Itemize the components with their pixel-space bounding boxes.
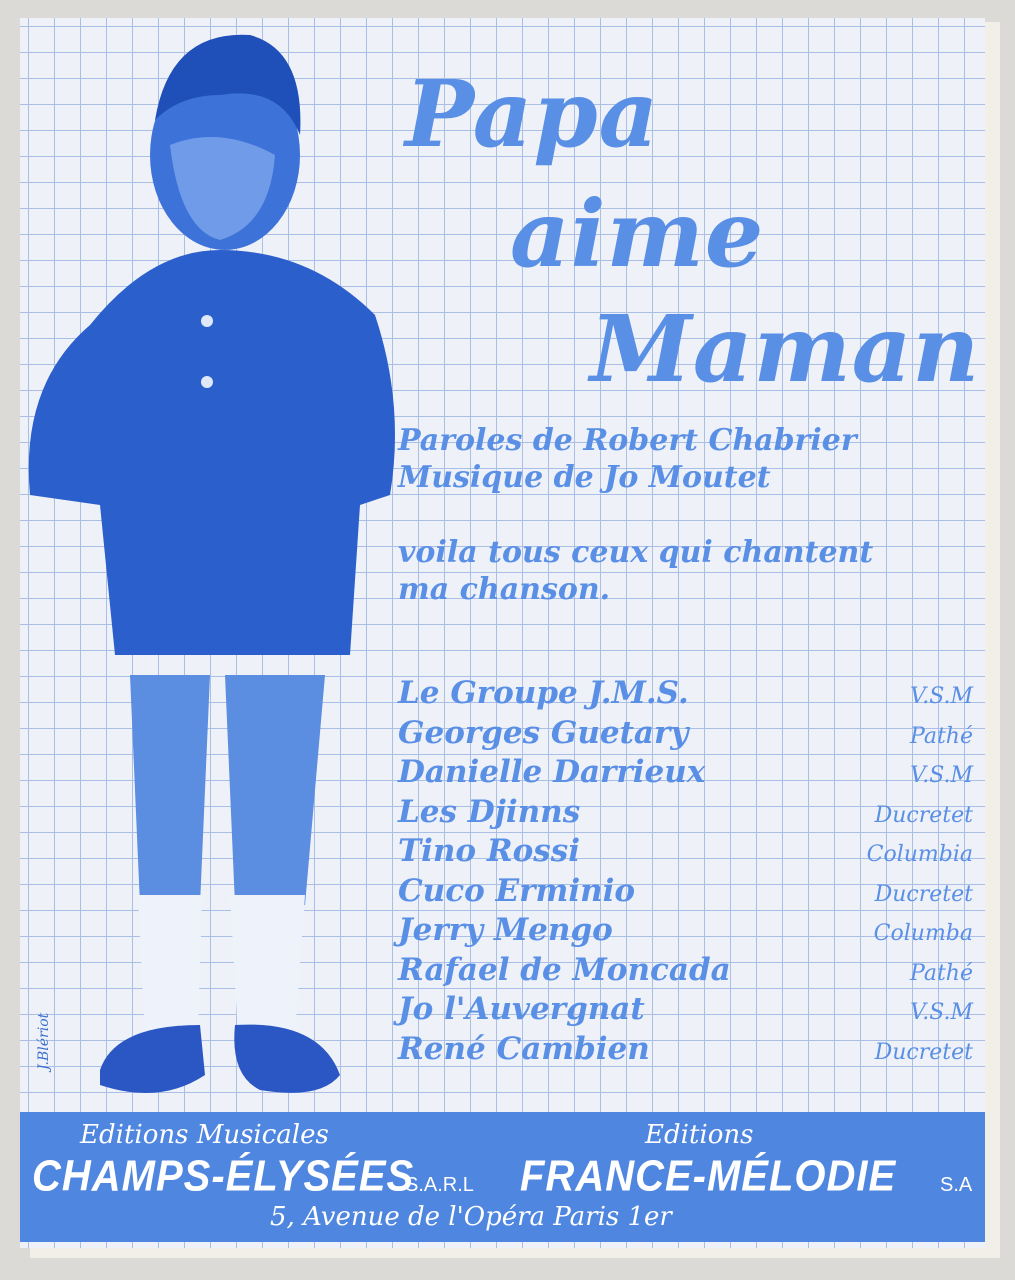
artist: Les Djinns [398,793,581,830]
left-publisher-subtitle: Editions Musicales [80,1120,329,1150]
record-label: Pathé [910,723,973,749]
performer-row [398,715,973,755]
right-publisher-suffix: S.A [940,1174,973,1196]
record-label: Ducretet [874,1039,973,1065]
title-line-3: Maman [590,295,981,403]
performer-row [398,952,973,992]
performer-row [398,754,973,794]
record-label: V.S.M [910,1000,973,1025]
record-label: Pathé [910,960,973,986]
boy-socks [138,895,305,1035]
boy-jacket [29,250,395,655]
artist: Le Groupe J.M.S. [398,675,689,711]
left-publisher-name: CHAMPS-ÉLYSÉES [32,1151,415,1201]
performer-row [398,1031,973,1071]
artist: Tino Rossi [398,833,580,869]
boy-legs [130,675,325,905]
performer-row [398,675,973,715]
performers-list [398,675,973,1070]
button [201,376,213,388]
publisher-banner [20,1112,985,1242]
performer-row [398,912,973,952]
title-line-1: Papa [405,60,660,168]
artist: Cuco Erminio [398,872,636,909]
boy-shoes [100,1025,340,1093]
record-label: V.S.M [910,763,973,788]
artist: Jo l'Auvergnat [398,991,645,1027]
intro-line-1: voila tous ceux qui chantent [398,535,874,570]
button [201,315,213,327]
intro-line-2: ma chanson. [398,572,611,607]
publisher-address: 5, Avenue de l'Opéra Paris 1er [270,1202,672,1232]
record-label: Columba [873,921,973,946]
record-label: Columbia [866,842,973,867]
left-publisher-suffix: S.A.R.L [405,1174,474,1196]
artist: Georges Guetary [398,714,689,751]
record-label: Ducretet [874,881,973,907]
boy-photo [20,25,410,1115]
performer-row [398,833,973,873]
composer-credit: Musique de Jo Moutet [398,460,771,495]
performer-row [398,873,973,913]
artist: Jerry Mengo [398,912,613,948]
record-label: V.S.M [910,684,973,709]
performer-row [398,794,973,834]
performer-row [398,991,973,1031]
artist: Rafael de Moncada [398,951,731,988]
right-publisher-name: FRANCE-MÉLODIE [520,1151,897,1201]
record-label: Ducretet [874,802,973,828]
illustrator-signature: J.Blériot [36,1012,52,1070]
right-publisher-subtitle: Editions [645,1120,754,1150]
artist: Danielle Darrieux [398,754,706,790]
lyricist-credit: Paroles de Robert Chabrier [398,423,857,458]
artist: René Cambien [398,1030,650,1067]
title-line-2: aime [510,180,765,288]
